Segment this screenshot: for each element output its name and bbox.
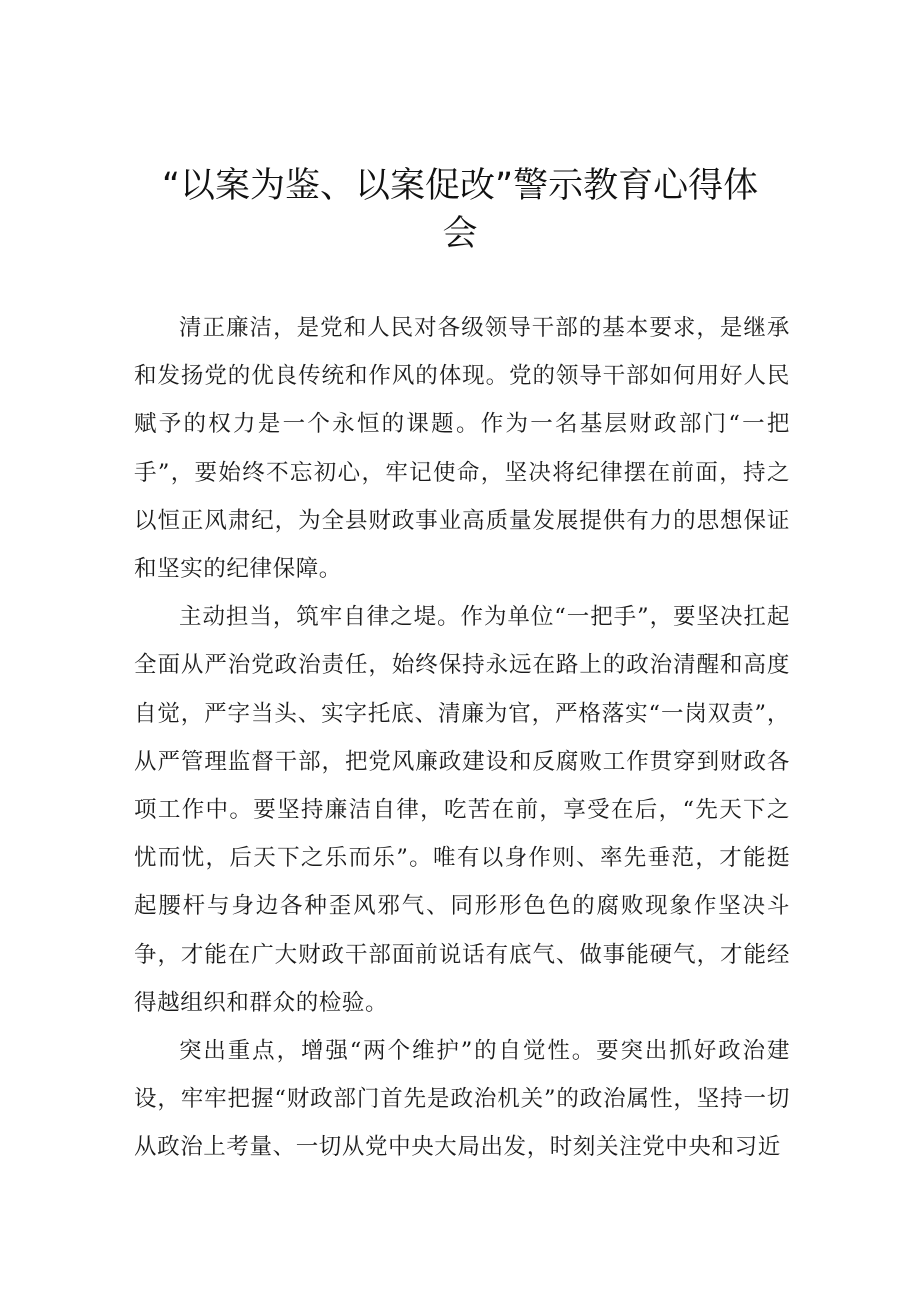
paragraph-2: 主动担当，筑牢自律之堤。作为单位“一把手”，要坚决扛起全面从严治党政治责任，始终保持永远在路上的政治清醒和高度自觉，严字当头、实字托底、清廉为官，严格落实“一岗双责”，从严管理监督干部，把党风廉政建设和反腐败工作贯穿到财政各项工作中。要坚持廉洁自律，吃苦在前，享受在后，“先天下之忧而忧，后天下之乐而乐”。唯有以身作则、率先垂范，才能挺起腰杆与身边各种歪风邪气、同形形色色的腐败现象作坚决斗争，才能在广大财政干部面前说话有底气、做事能硬气，才能经得越组织和群众的检验。: [134, 604, 790, 1016]
paragraph-1: 清正廉洁，是党和人民对各级领导干部的基本要求，是继承和发扬党的优良传统和作风的体现。党的领导干部如何用好人民赋予的权力是一个永恒的课题。作为一名基层财政部门“一把手”，要始终不忘初心，牢记使命，坚决将纪律摆在前面，持之以恒正风肃纪，为全县财政事业高质量发展提供有力的思想保证和坚实的纪律保障。: [134, 315, 790, 583]
document-body: [134, 304, 790, 1172]
document-title: “以案为鉴、以案促改”警示教育心得体会: [161, 166, 759, 254]
paragraph-3: 突出重点，增强“两个维护”的自觉性。要突出抓好政治建设，牢牢把握“财政部门首先是政治机关”的政治属性，坚持一切从政治上考量、一切从党中央大局出发，时刻关注党中央和习近: [134, 1038, 790, 1161]
